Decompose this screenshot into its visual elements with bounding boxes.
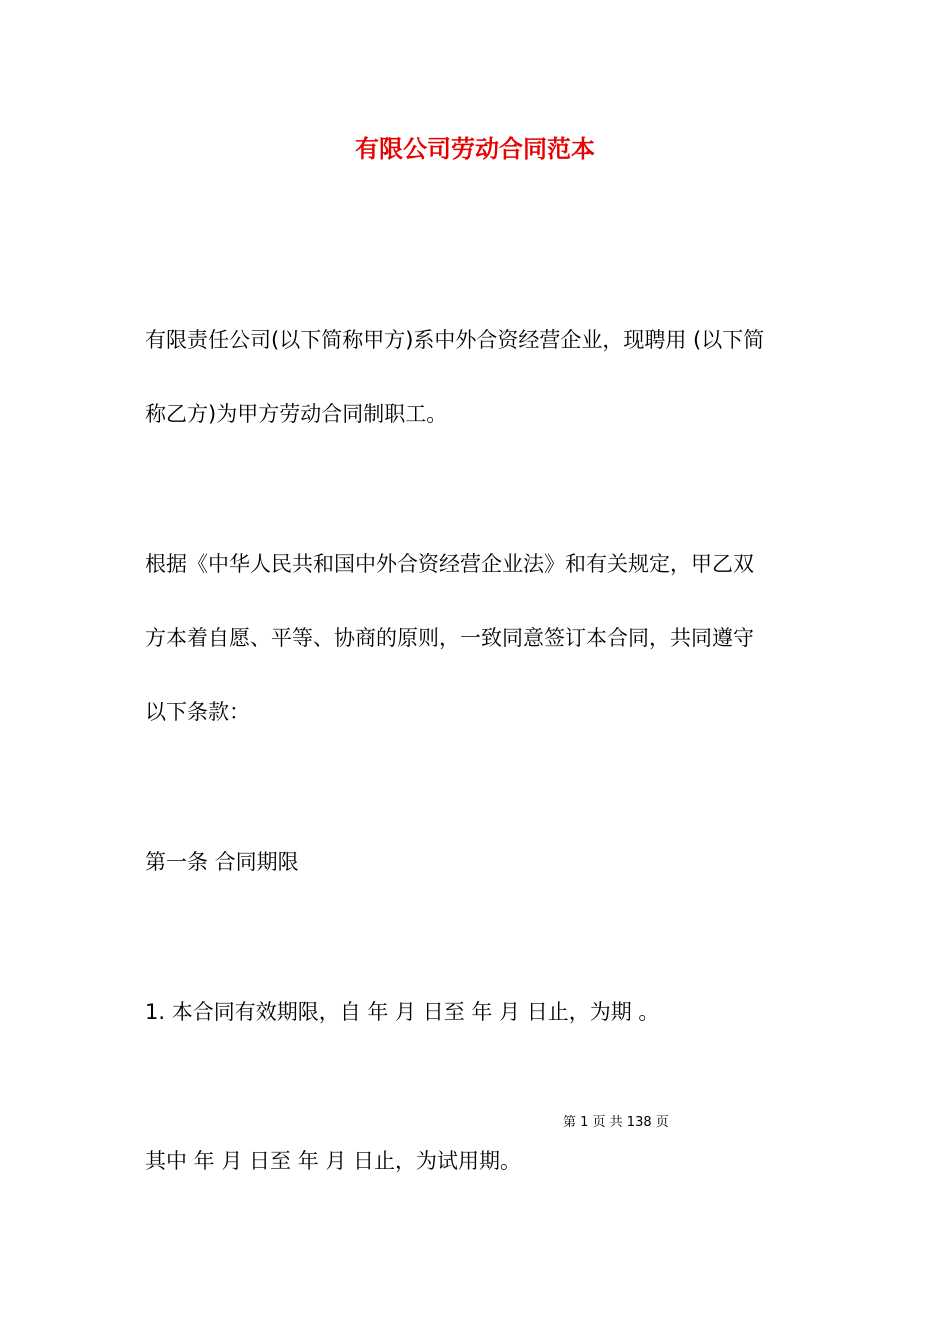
paragraph-line: 根据《中华人民共和国中外合资经营企业法》和有关规定，甲乙双 bbox=[145, 552, 754, 576]
document-title: 有限公司劳动合同范本 bbox=[355, 135, 595, 163]
page-number-footer: 第 1 页 共 138 页 bbox=[563, 1115, 669, 1130]
paragraph-line: 称乙方)为甲方劳动合同制职工。 bbox=[145, 402, 448, 426]
paragraph-line: 有限责任公司(以下简称甲方)系中外合资经营企业，现聘用 (以下简 bbox=[145, 328, 765, 352]
paragraph-line: 1. 本合同有效期限，自 年 月 日至 年 月 日止，为期 。 bbox=[145, 1000, 660, 1024]
paragraph-line: 以下条款： bbox=[145, 700, 250, 724]
paragraph-line: 其中 年 月 日至 年 月 日止，为试用期。 bbox=[145, 1149, 522, 1173]
paragraph-line: 方本着自愿、平等、协商的原则，一致同意签订本合同，共同遵守 bbox=[145, 626, 754, 650]
section-heading: 第一条 合同期限 bbox=[145, 850, 299, 874]
